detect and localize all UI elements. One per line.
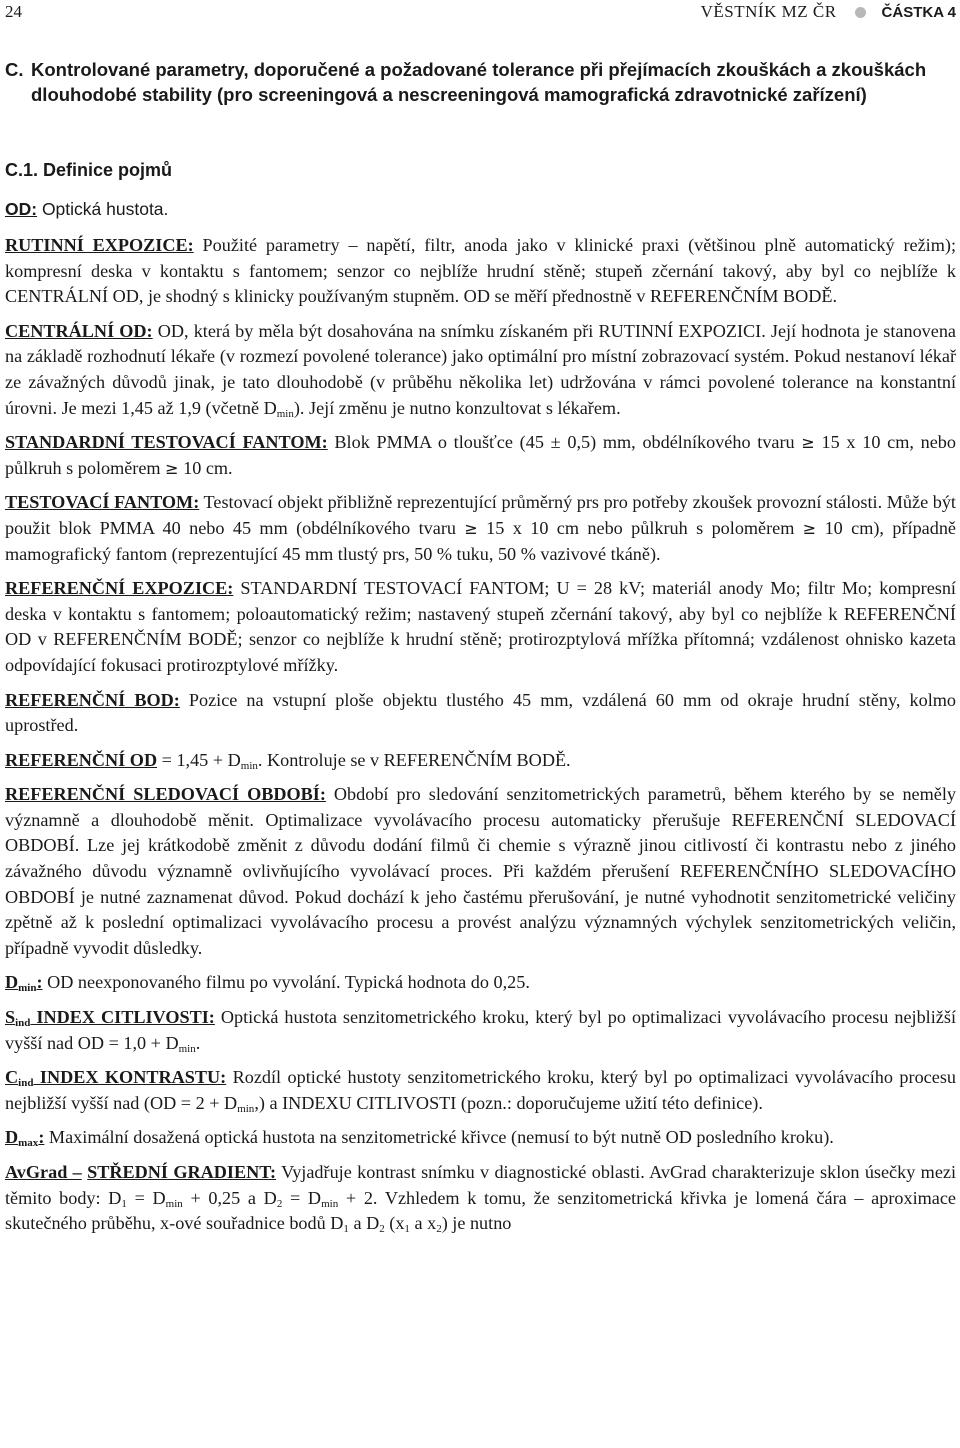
definition-text: = D	[126, 1187, 166, 1208]
subscript: 2	[436, 1223, 442, 1236]
term-dmax	[5, 1127, 45, 1150]
section-heading	[5, 57, 935, 107]
definition-text: Optická hustota.	[37, 199, 169, 219]
term-colon: :	[38, 1127, 45, 1148]
definition-centralni-od	[5, 319, 956, 421]
definition-text: + 2. Vzhledem k tomu, že senzitometrická křivka je lomená čára – aproximace skutečného průběhu, x-ové souřadnice bodů D	[5, 1187, 956, 1234]
term-rutinni-expozice: RUTINNÍ EXPOZICE:	[5, 235, 194, 255]
definition-text: Rozdíl optické hustoty senzitometrického kroku, který byl po optimalizaci vyvolávacího procesu nejbližší vyšší nad (OD = 2 + D	[5, 1067, 956, 1113]
definition-text: Optická hustota senzitometrického kroku, který byl po optimalizaci vyvolávacího procesu nejbližší vyšší nad OD = 1,0 + D	[5, 1007, 956, 1053]
section-number: C.	[5, 59, 24, 80]
greater-equal-symbol: ≥	[165, 458, 179, 478]
definition-avgrad	[5, 1160, 956, 1237]
subscript: min	[237, 1102, 255, 1115]
term-rest: INDEX KONTRASTU:	[33, 1067, 227, 1088]
definition-referencni-bod	[5, 688, 956, 739]
definition-text: 10 cm.	[178, 457, 233, 478]
definition-text: . Kontroluje se v REFERENČNÍM BODĚ.	[257, 749, 571, 770]
definition-testovaci-fantom	[5, 490, 956, 567]
definition-referencni-expozice	[5, 576, 956, 678]
subscript: min	[165, 1197, 183, 1210]
term-referencni-bod: REFERENČNÍ BOD:	[5, 689, 180, 710]
greater-equal-symbol: ≥	[801, 433, 815, 453]
definition-text: 15 x 10 cm, nebo půlkruh s poloměrem	[5, 432, 956, 478]
definition-text: OD neexponovaného filmu po vyvolání. Typická hodnota do 0,25.	[42, 972, 530, 993]
definition-text: .	[195, 1032, 201, 1053]
definition-text: ) je nutno	[441, 1213, 512, 1234]
definition-text: = D	[282, 1187, 322, 1208]
subscript: 2	[379, 1223, 385, 1236]
definition-standardni-fantom	[5, 430, 956, 481]
term-dmin	[5, 972, 43, 995]
document-page	[5, 0, 956, 1448]
term-sind	[5, 1007, 215, 1030]
definition-text: Použité parametry – napětí, filtr, anoda jako v klinické praxi (většinou plně automatický režim); kompresní deska v kontaktu s fantomem; senzor co nejblíže hrudní stěně; stupeň zčernání takový, aby byl co nejblíže k CENTRÁLNÍ OD, je shodný s klinicky používaným stupněm. OD se měří přednostně v REFERENČNÍM BODĚ.	[5, 235, 956, 307]
term-od: OD:	[5, 199, 38, 219]
term-rest: INDEX CITLIVOSTI:	[30, 1007, 215, 1028]
subscript: min	[276, 407, 294, 420]
definition-text: ). Její změnu je nutno konzultovat s lékařem.	[293, 397, 621, 418]
definition-text: 10 cm), případně mamografický fantom (reprezentující 45 mm tlustý prs, 50 % tuku, 50 % vazivové tkáně).	[5, 517, 956, 564]
definition-text: Vyjadřuje kontrast snímku v diagnostické oblasti. AvGrad charakterizuje sklon úsečky mezi těmito body: D	[5, 1162, 957, 1208]
journal-name: VĚSTNÍK MZ ČR	[700, 2, 837, 21]
definition-text: Období pro sledování senzitometrických parametrů, během kterého by se neměly významně a dlouhodobě měnit. Optimalizace vyvolávacího procesu automaticky přerušuje REFERENČNÍ SLEDOVACÍ OBDOBÍ. Lze jej krátkodobě změnit z důvodu dodání filmů či chemie s výrazně jinou citlivostí či kontrastu nebo z jiného závažného důvodu významně ovlivňujícího vyvolávací proces. Při každém přerušení REFERENČNÍHO SLEDOVACÍHO OBDOBÍ je nutné zaznamenat důvod. Pokud dochází k jeho častému přerušování, je nutné vyhodnotit senzitometrické veličiny zpětně až k poslední optimalizaci vyvolávacího procesu a provést analýzu významných výchylek senzitometrických veličin, případně vyvodit důsledky.	[5, 784, 956, 958]
definition-dmax	[5, 1125, 956, 1151]
page-number: 24	[5, 2, 22, 21]
greater-equal-symbol: ≥	[464, 518, 478, 538]
definition-text: Pozice na vstupní ploše objektu tlustého 45 mm, vzdálená 60 mm od okraje hrudní stěny, kolmo uprostřed.	[5, 689, 956, 736]
definition-cind	[5, 1065, 956, 1116]
term-referencni-expozice: REFERENČNÍ EXPOZICE:	[5, 578, 234, 599]
definition-text: a x	[409, 1213, 437, 1234]
subscript: min	[321, 1197, 339, 1210]
definition-rutinni-expozice	[5, 233, 956, 310]
definition-od	[5, 199, 168, 220]
term-avgrad: AvGrad –	[5, 1162, 82, 1182]
definition-text: STANDARDNÍ TESTOVACÍ FANTOM; U = 28 kV; materiál anody Mo; filtr Mo; kompresní deska v kontaktu s fantomem; poloautomatický režim; nastavený stupeň zčernání takový, aby byl co nejblíže k REFERENČNÍ OD v REFERENČNÍM BODĚ; senzor co nejblíže k hrudní stěně; protirozptylová mřížka přítomná; vzdálenost ohnisko kazeta odpovídající fokusaci protirozptylové mřížky.	[5, 578, 956, 675]
page-header	[5, 2, 956, 24]
part-label: ČÁSTKA 4	[881, 3, 956, 21]
subscript: ind	[15, 1017, 31, 1030]
definition-text: OD, která by měla být dosahována na snímku získaném při RUTINNÍ EXPOZICI. Její hodnota je stanovena na základě rozhodnutí lékaře (v rozmezí povolené tolerance) jako optimální pro místní zobrazovací systém. Pokud nestanoví lékař ze závažných důvodů jinak, je tato dlouhodobě (v průběhu několika let) udržována v rámci povolené tolerance na konstantní úrovni. Je mezi 1,45 až 1,9 (včetně D	[5, 320, 956, 418]
definition-text: Testovací objekt přibližně reprezentující průměrný prs pro potřeby zkoušek provozní stálosti. Může být použit blok PMMA 40 nebo 45 mm (obdélníkového tvaru	[5, 492, 956, 538]
term-main: D	[5, 1127, 19, 1148]
greater-equal-symbol: ≥	[802, 518, 817, 538]
subsection-heading: C.1. Definice pojmů	[5, 160, 173, 180]
term-referencni-obdobi: REFERENČNÍ SLEDOVACÍ OBDOBÍ:	[5, 784, 326, 805]
subscript: max	[18, 1137, 39, 1150]
definition-text: Maximální dosažená optická hustota na senzitometrické křivce (nemusí to být nutně OD posledního kroku).	[44, 1127, 834, 1148]
subscript: min	[178, 1042, 196, 1055]
definition-text: + 0,25 a D	[182, 1187, 277, 1208]
term-testovaci-fantom: TESTOVACÍ FANTOM:	[5, 492, 200, 513]
term-referencni-od: REFERENČNÍ OD	[5, 749, 158, 770]
subscript: 1	[404, 1223, 410, 1236]
subscript: ind	[18, 1077, 34, 1090]
term-colon: :	[36, 972, 43, 993]
section-title: Kontrolované parametry, doporučené a požadované tolerance při přejímacích zkouškách a zkouškách dlouhodobé stability (pro screeningová a nescreeningová mamografická zdravotnické zařízení)	[31, 59, 927, 105]
definition-referencni-obdobi	[5, 782, 956, 961]
header-right	[701, 2, 956, 22]
term-cind	[5, 1067, 227, 1090]
definition-text: a D	[348, 1213, 380, 1234]
definition-sind	[5, 1005, 956, 1056]
term-main: D	[5, 972, 19, 993]
term-main: S	[5, 1007, 16, 1028]
subscript: 1	[121, 1197, 127, 1210]
term-main: C	[5, 1067, 19, 1088]
definition-text: (x	[384, 1213, 405, 1234]
term-centralni-od: CENTRÁLNÍ OD:	[5, 320, 153, 341]
bullet-dot-icon	[855, 7, 866, 18]
term-standardni-fantom: STANDARDNÍ TESTOVACÍ FANTOM:	[5, 432, 328, 453]
definition-text: = 1,45 + D	[157, 749, 241, 770]
definition-text: Blok PMMA o tloušťce (45 ± 0,5) mm, obdélníkového tvaru	[327, 432, 802, 453]
definitions-body	[5, 233, 956, 1246]
subscript: 2	[276, 1197, 283, 1210]
definition-referencni-od	[5, 748, 956, 774]
subscript: min	[18, 982, 37, 995]
definition-text: ,) a INDEXU CITLIVOSTI (pozn.: doporučujeme užití této definice).	[254, 1092, 763, 1113]
term-stredni-gradient: STŘEDNÍ GRADIENT:	[87, 1162, 277, 1182]
definition-dmin	[5, 970, 956, 996]
subscript: min	[240, 759, 258, 772]
definition-text: 15 x 10 cm nebo půlkruh s poloměrem	[477, 517, 803, 538]
subscript: 1	[343, 1223, 349, 1236]
